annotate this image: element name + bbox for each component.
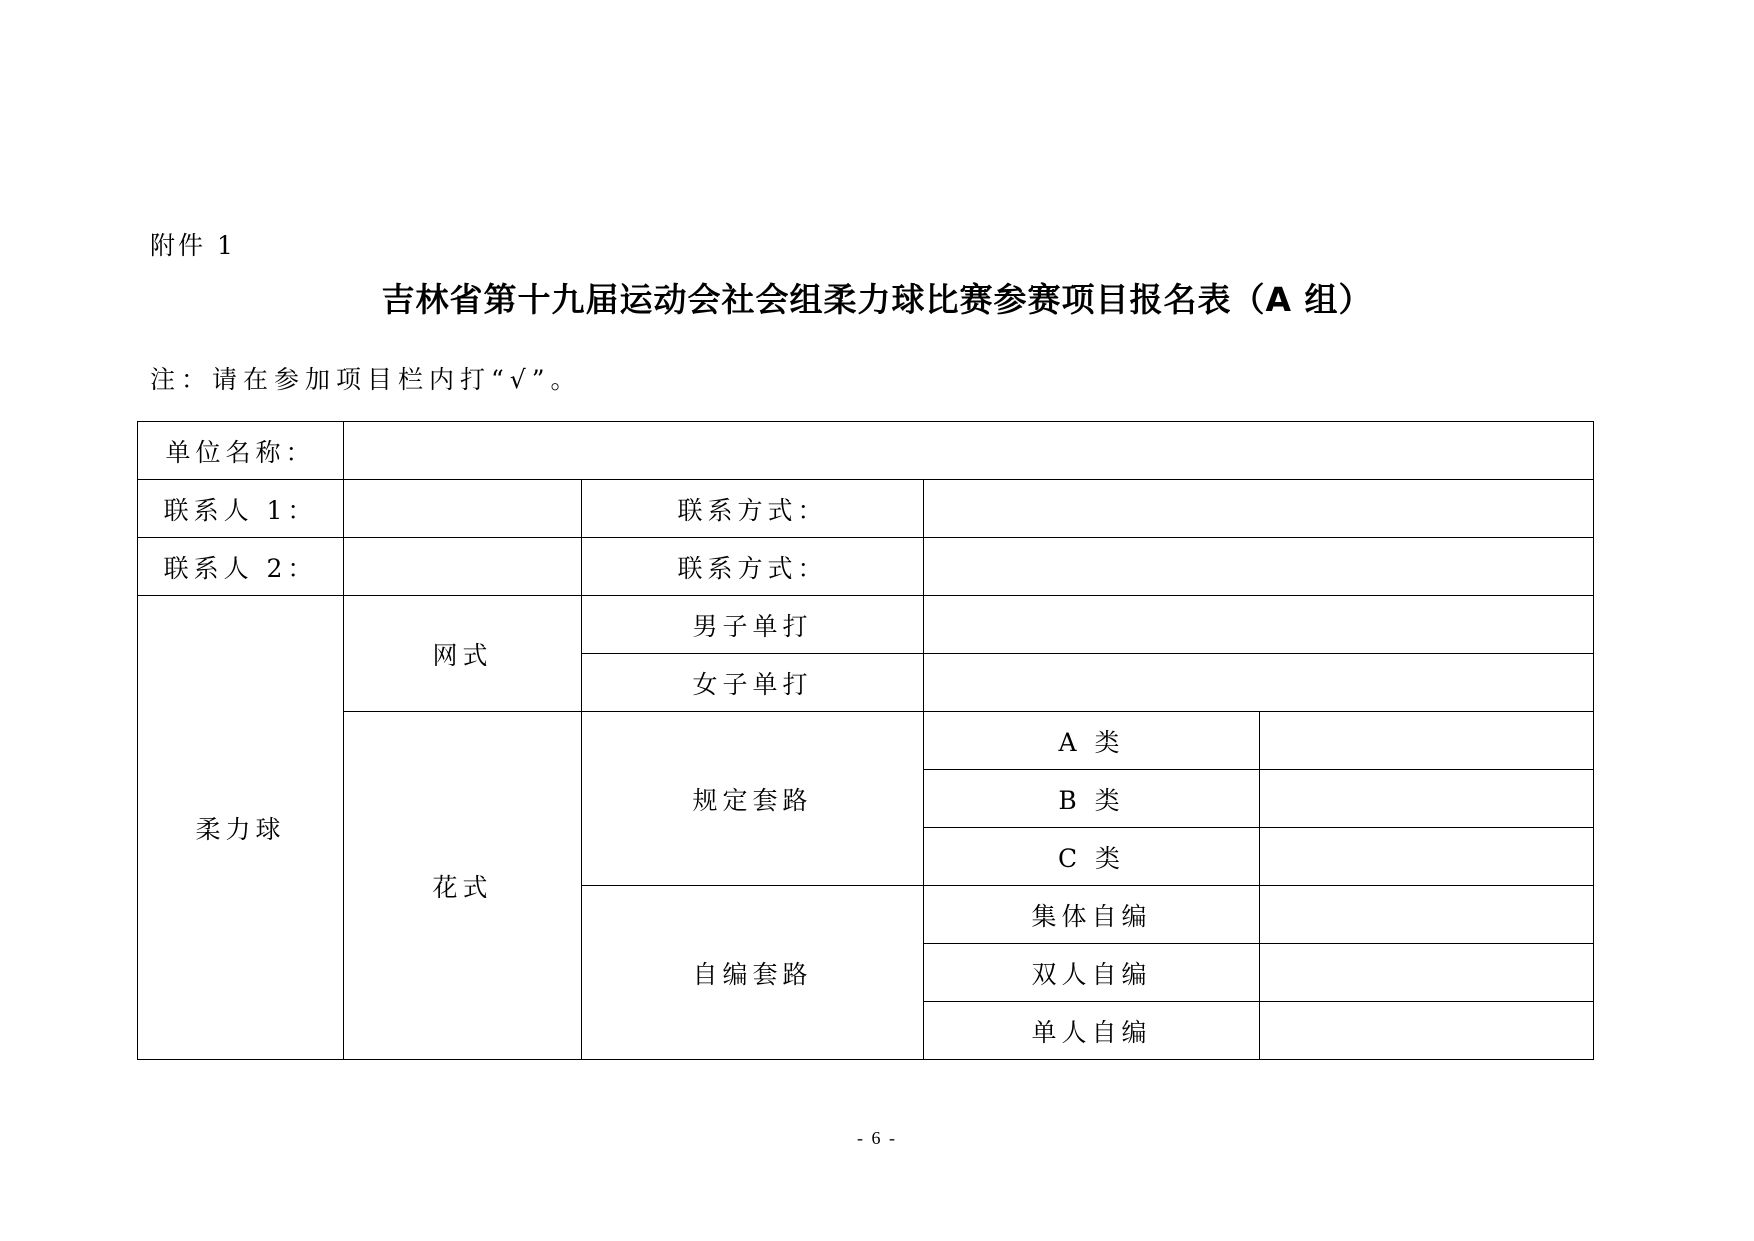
table-row bbox=[138, 596, 1594, 654]
category-label-single: 单人自编 bbox=[924, 1002, 1260, 1060]
checkbox-cell-pair[interactable] bbox=[1260, 944, 1594, 1002]
prescribed-routine-label: 规定套路 bbox=[582, 712, 924, 886]
registration-form-table bbox=[137, 421, 1594, 1060]
page-number: - 6 - bbox=[857, 1128, 897, 1148]
checkbox-cell-b[interactable] bbox=[1260, 770, 1594, 828]
contact1-row bbox=[138, 480, 1594, 538]
sport-label: 柔力球 bbox=[138, 596, 344, 1060]
table-row bbox=[138, 712, 1594, 770]
checkbox-cell-single[interactable] bbox=[1260, 1002, 1594, 1060]
checkbox-cell-a[interactable] bbox=[1260, 712, 1594, 770]
contact1-label: 联系人 1： bbox=[138, 480, 344, 538]
contact2-field[interactable] bbox=[344, 538, 582, 596]
fancy-style-label: 花式 bbox=[344, 712, 582, 1060]
event-label-womens-singles: 女子单打 bbox=[582, 654, 924, 712]
checkbox-cell-mens-singles[interactable] bbox=[924, 596, 1594, 654]
category-label-pair: 双人自编 bbox=[924, 944, 1260, 1002]
contact1-field[interactable] bbox=[344, 480, 582, 538]
instruction-note: 注：请在参加项目栏内打“√”。 bbox=[150, 365, 582, 394]
unit-name-label: 单位名称： bbox=[138, 422, 344, 480]
contact1-method-label: 联系方式： bbox=[582, 480, 924, 538]
contact1-method-field[interactable] bbox=[924, 480, 1594, 538]
unit-name-row bbox=[138, 422, 1594, 480]
category-label-a: A 类 bbox=[924, 712, 1260, 770]
checkbox-cell-c[interactable] bbox=[1260, 828, 1594, 886]
page-title: 吉林省第十九届运动会社会组柔力球比赛参赛项目报名表（A 组） bbox=[381, 280, 1373, 319]
checkbox-cell-womens-singles[interactable] bbox=[924, 654, 1594, 712]
attachment-label: 附件 1 bbox=[150, 231, 236, 260]
contact2-label: 联系人 2： bbox=[138, 538, 344, 596]
category-label-b: B 类 bbox=[924, 770, 1260, 828]
event-label-mens-singles: 男子单打 bbox=[582, 596, 924, 654]
self-routine-label: 自编套路 bbox=[582, 886, 924, 1060]
category-label-group: 集体自编 bbox=[924, 886, 1260, 944]
contact2-method-field[interactable] bbox=[924, 538, 1594, 596]
contact2-row bbox=[138, 538, 1594, 596]
net-style-label: 网式 bbox=[344, 596, 582, 712]
unit-name-field[interactable] bbox=[344, 422, 1594, 480]
contact2-method-label: 联系方式： bbox=[582, 538, 924, 596]
checkbox-cell-group[interactable] bbox=[1260, 886, 1594, 944]
category-label-c: C 类 bbox=[924, 828, 1260, 886]
